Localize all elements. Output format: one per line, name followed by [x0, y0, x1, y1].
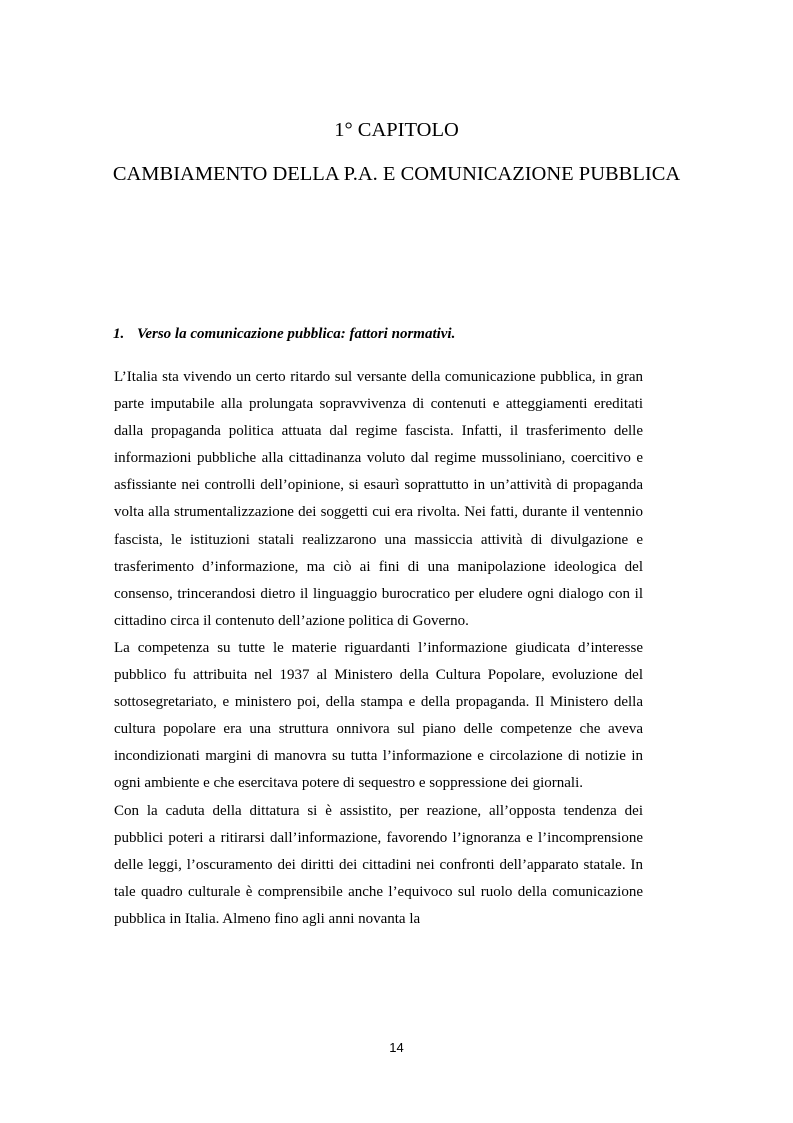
- paragraph: La competenza su tutte le materie riguardanti l’informazione giudicata d’interesse pubblico fu attribuita nel 1937 al Ministero della Cultura Popolare, evoluzione del sottosegretariato, e ministero poi, della stampa e della propaganda. Il Ministero della cultura popolare era una struttura onnivora sul piano delle competenze che aveva incondizionati margini di manovra su tutta l’informazione e circolazione di notizie in ogni ambiente e che esercitava potere di sequestro e soppressione dei giornali.: [114, 639, 643, 792]
- section-number: 1.: [113, 326, 125, 342]
- section-heading: [113, 323, 673, 345]
- body-text: [114, 364, 643, 933]
- chapter-title: CAMBIAMENTO DELLA P.A. E COMUNICAZIONE PUBBLICA: [112, 163, 681, 185]
- paragraph: L’Italia sta vivendo un certo ritardo sul versante della comunicazione pubblica, in gran parte imputabile alla prolungata sopravvivenza di contenuti e atteggiamenti ereditati dalla propaganda politica attuata dal regime fascista. Infatti, il trasferimento delle informazioni pubbliche alla cittadinanza voluto dal regime mussoliniano, coercitivo e asfissiante nei controlli dell’opinione, si esaurì soprattutto in un’attività di propaganda volta alla strumentalizzazione dei soggetti cui era rivolta. Nei fatti, durante il ventennio fascista, le istituzioni statali realizzarono una massiccia attività di divulgazione e trasferimento d’informazione, ma ciò ai fini di una manipolazione ideologica del consenso, trincerandosi dietro il linguaggio burocratico per eludere ogni dialogo con il cittadino circa il contenuto dell’azione politica di Governo.: [114, 369, 643, 629]
- chapter-label: 1° CAPITOLO: [334, 119, 459, 141]
- paragraph: Con la caduta della dittatura si è assistito, per reazione, all’opposta tendenza dei pubblici poteri a ritirarsi dall’informazione, favorendo l’ignoranza e l’incomprensione delle leggi, l’oscuramento dei diritti dei cittadini nei confronti dell’apparato statale. In tale quadro culturale è comprensibile anche l’equivoco sul ruolo della comunicazione pubblica in Italia. Almeno fino agli anni novanta la: [114, 802, 643, 927]
- section-title: Verso la comunicazione pubblica: fattori normativi.: [137, 326, 456, 342]
- page-number: 14: [389, 1040, 404, 1055]
